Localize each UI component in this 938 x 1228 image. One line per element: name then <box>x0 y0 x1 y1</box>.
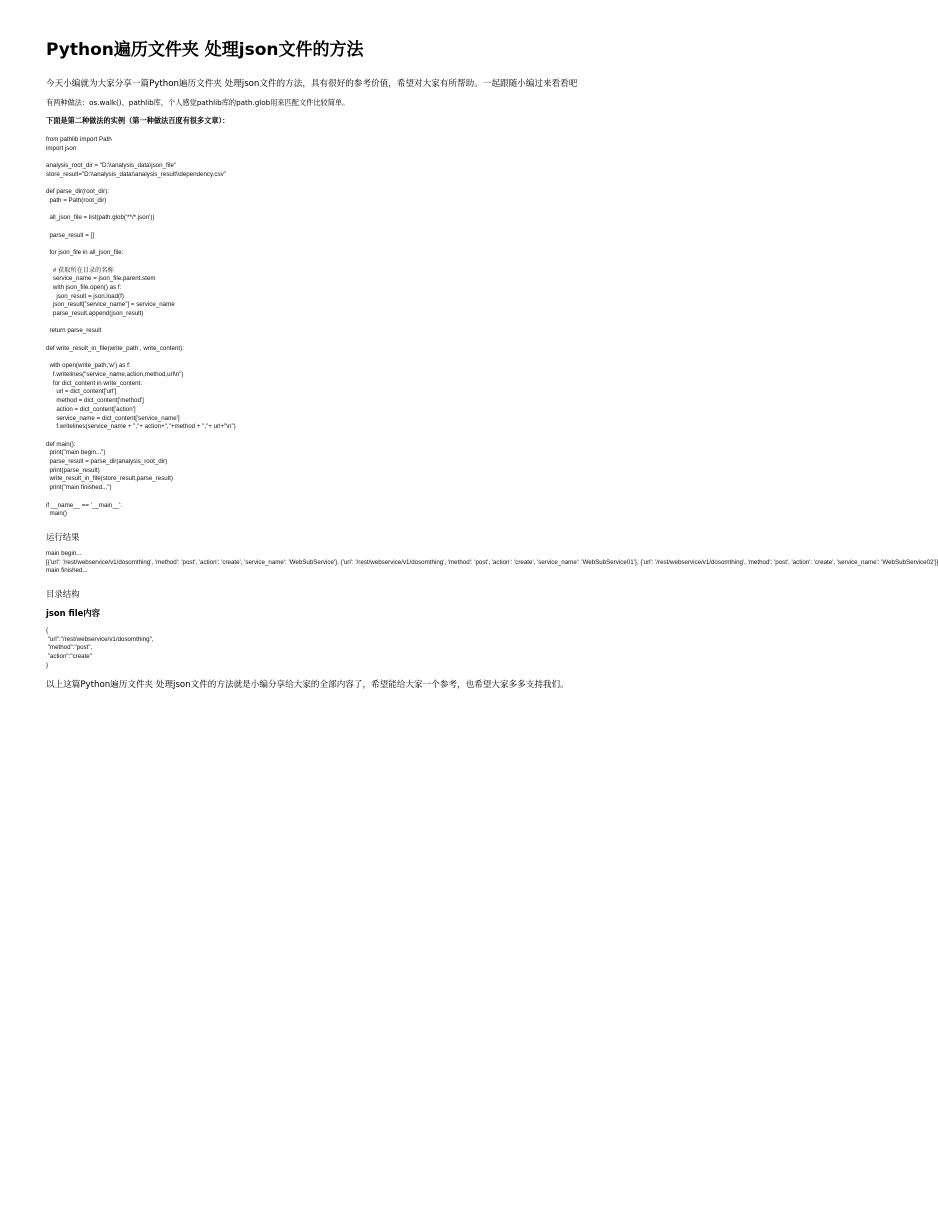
methods-paragraph: 有两种做法：os.walk()、pathlib库，个人感觉pathlib库的path.glob用来匹配文件比较简单。 <box>46 98 350 107</box>
example-heading: 下面是第二种做法的实例（第一种做法百度有很多文章）： <box>46 116 230 125</box>
run-result-heading: 运行结果 <box>46 531 80 542</box>
directory-structure-heading: 目录结构 <box>46 589 80 600</box>
intro-paragraph: 今天小编就为大家分享一篇Python遍历文件夹 处理json文件的方法，具有很好的参考价值，希望对大家有所帮助。一起跟随小编过来看看吧 <box>46 79 578 89</box>
json-file-heading: json file内容 <box>46 608 100 619</box>
conclusion-paragraph: 以上这篇Python遍历文件夹 处理json文件的方法就是小编分享给大家的全部内容了，希望能给大家一个参考，也希望大家多多支持我们。 <box>46 679 569 690</box>
run-output-block: main begin... [{'url': '/rest/webservice/v1/dosomthing', 'method': 'post', 'action': 'create', 'service_name': 'WebSubService'}, {'url': '/rest/webservice/v1/dosomthing', 'method': 'post', 'action': 'create', 'service_name': 'WebSubService01'}, {'url': '/rest/webservice/v1/dosomthing', 'method': 'post', 'action': 'create', 'service_name': 'WebSubService02'}] main finished... <box>46 549 938 575</box>
python-code-block: from pathlib import Path import json analysis_root_dir = "D:\\analysis_data\json_file" store_result="D:\\analysis_data\\analysis_result\\dependency.csv" def parse_dir(root_dir): path = Path(root_dir) all_json_file = list(path.glob('**/*.json')) parse_result = [] for json_file in all_json_file: # 获取所在目录的名称 service_name = json_file.parent.stem with json_file.open() as f: json_result = json.load(f) json_result["service_name"] = service_name parse_result.append(json_result) return parse_result def write_result_in_file(write_path , write_content): with open(write_path,'w') as f: f.writelines("service_name,action,method,url\n") for dict_content in write_content: url = dict_content['url'] method = dict_content['method'] action = dict_content['action'] service_name = dict_content['service_name'] f.writelines(service_name + ","+ action+","+method + ","+ url+"\n") def main(): print("main begin...") parse_result = parse_dir(analysis_root_dir) print(parse_result) write_result_in_file(store_result,parse_result) print("main finished...") if __name__ == '__main__': main() <box>46 136 236 518</box>
article <box>46 38 938 691</box>
json-content-block: { "url":"/rest/webservice/v1/dosomthing", "method":"post", "action":"create" } <box>46 627 154 669</box>
page-title: Python遍历文件夹 处理json文件的方法 <box>46 40 364 60</box>
